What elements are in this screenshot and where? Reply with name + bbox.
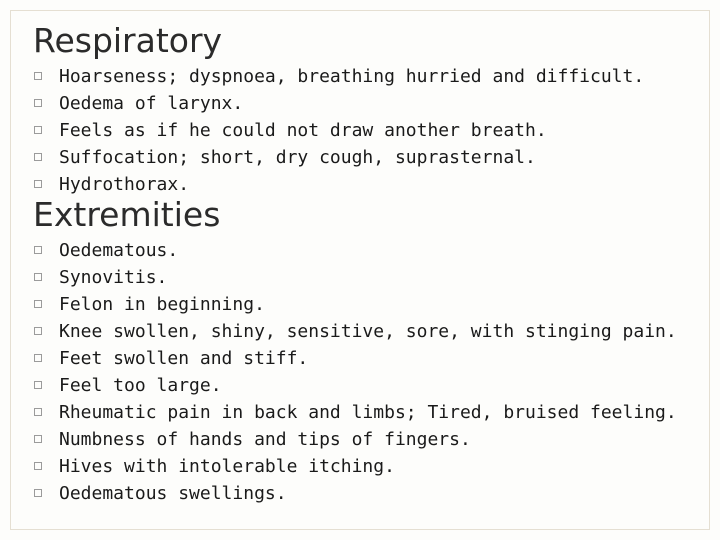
list-item-text: Hydrothorax. (59, 174, 190, 195)
bullet-box-icon (34, 72, 42, 80)
bullet-box-icon (34, 381, 42, 389)
bullet-box-icon (34, 300, 42, 308)
list-item-text: Rheumatic pain in back and limbs; Tired, bruised feeling. (59, 402, 677, 423)
list-item-text: Suffocation; short, dry cough, suprasternal. (59, 147, 536, 168)
bullet-box-icon (34, 462, 42, 470)
bullet-box-icon (34, 273, 42, 281)
list-item-text: Hoarseness; dyspnoea, breathing hurried and difficult. (59, 66, 645, 87)
section-heading-extremities: Extremities (33, 195, 221, 234)
bullet-box-icon (34, 246, 42, 254)
bullet-box-icon (34, 327, 42, 335)
list-item-text: Feel too large. (59, 375, 222, 396)
list-item-text: Numbness of hands and tips of fingers. (59, 429, 471, 450)
list-item-text: Feet swollen and stiff. (59, 348, 309, 369)
bullet-box-icon (34, 180, 42, 188)
bullet-box-icon (34, 408, 42, 416)
list-item-text: Oedematous. (59, 240, 179, 261)
list-item-text: Felon in beginning. (59, 294, 265, 315)
bullet-box-icon (34, 126, 42, 134)
bullet-box-icon (34, 99, 42, 107)
list-item-text: Oedema of larynx. (59, 93, 244, 114)
list-item-text: Oedematous swellings. (59, 483, 287, 504)
bullet-box-icon (34, 489, 42, 497)
list-item-text: Knee swollen, shiny, sensitive, sore, with stinging pain. (59, 321, 677, 342)
list-item-text: Synovitis. (59, 267, 168, 288)
bullet-box-icon (34, 153, 42, 161)
bullet-box-icon (34, 354, 42, 362)
section-heading-respiratory: Respiratory (33, 21, 223, 60)
bullet-box-icon (34, 435, 42, 443)
list-item-text: Feels as if he could not draw another breath. (59, 120, 547, 141)
list-item-text: Hives with intolerable itching. (59, 456, 395, 477)
